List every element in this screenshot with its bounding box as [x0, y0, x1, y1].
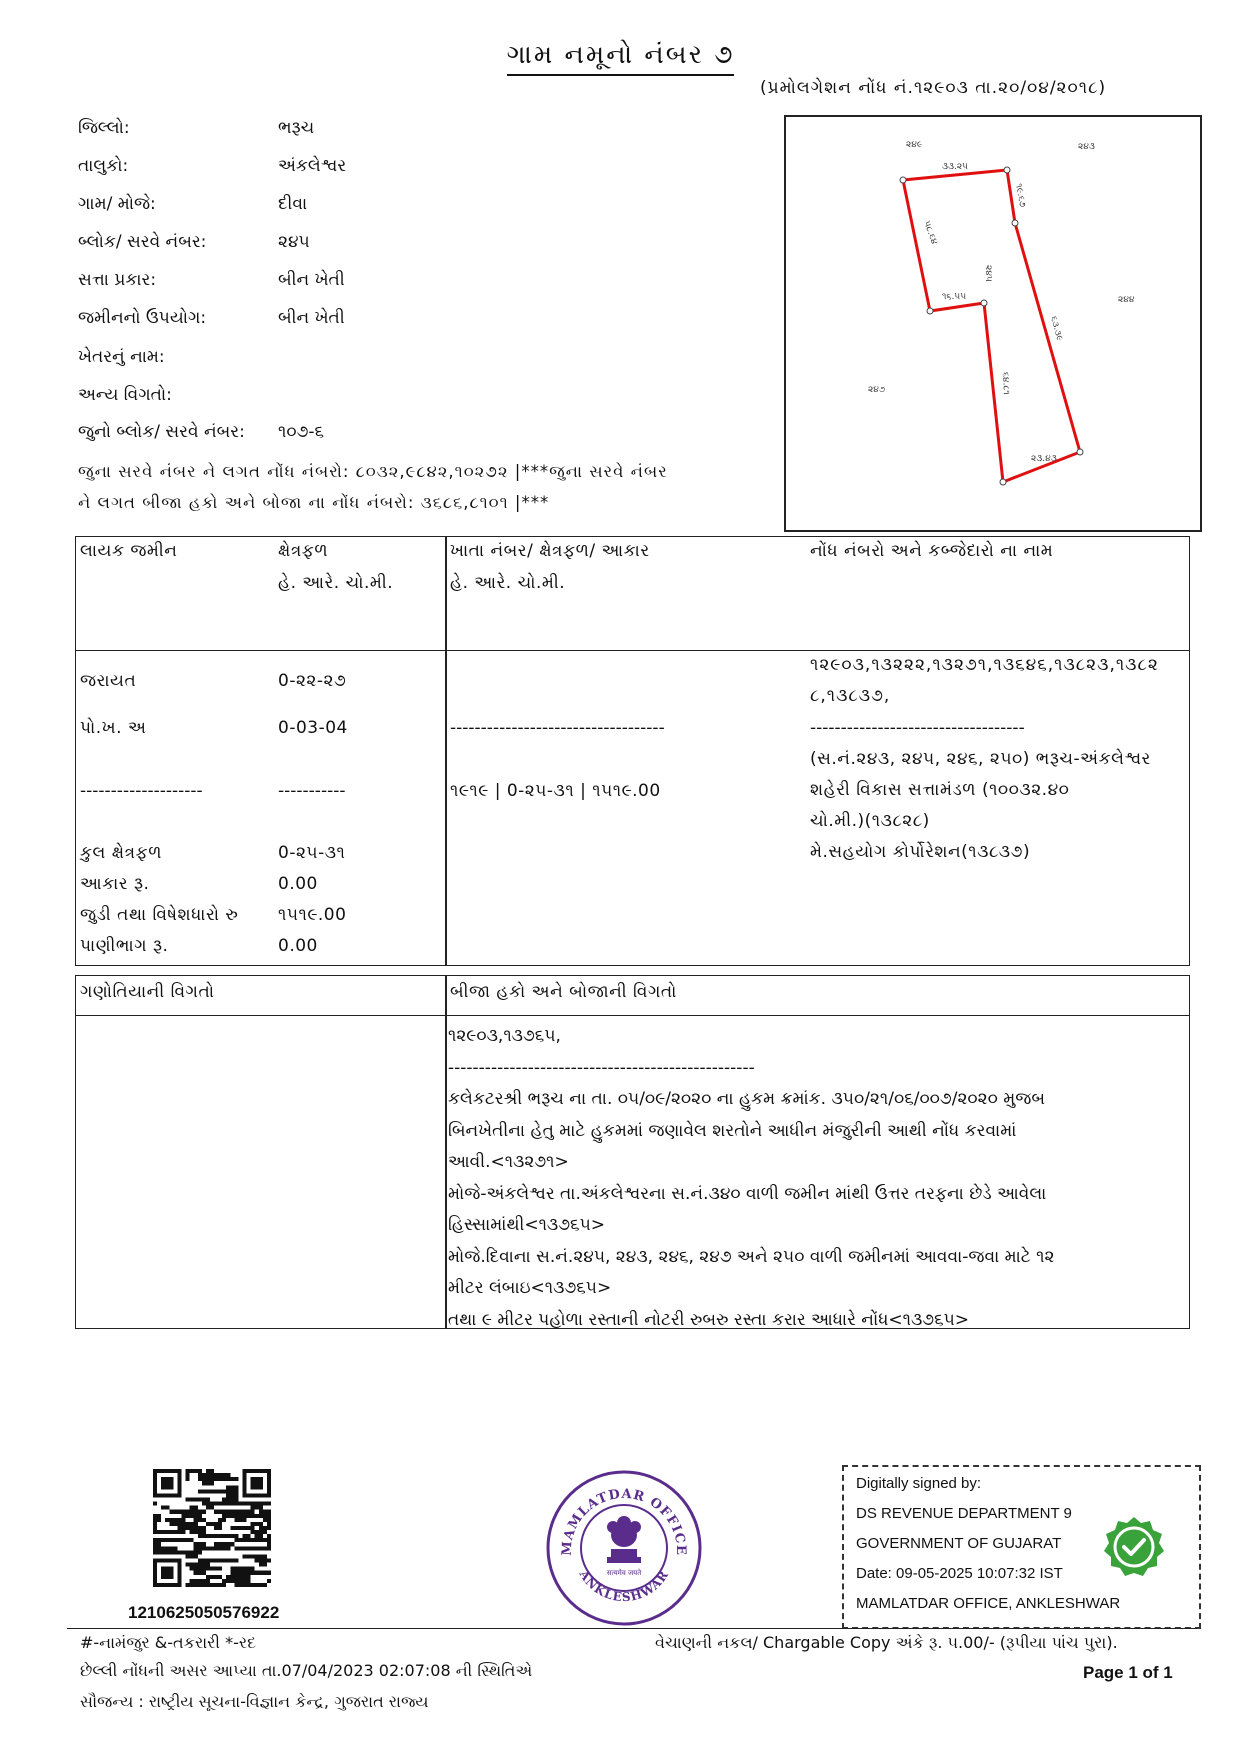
rights-line: ૧૨૯૦૩,૧૩૭૬૫,	[448, 1026, 561, 1046]
separator-dashes: --------------------	[80, 781, 203, 801]
detail-value-taluka: અંકલેશ્વર	[278, 156, 347, 176]
land-row-value: 0-૨૨-૨૭	[278, 671, 347, 691]
signature-line: GOVERNMENT OF GUJARAT	[856, 1535, 1062, 1552]
rights-line: મોજે-અંકલેશ્વર તા.અંકલેશ્વરના સ.નં.૩૪૦ વાળી જમીન માંથી ઉત્તર તરફના છેડે આવેલા	[448, 1183, 1047, 1204]
detail-value-district: ભરૂચ	[278, 118, 315, 138]
map-label-edge-right: ૬૩.૩૯	[1048, 315, 1065, 343]
map-label-edge-top-right: ૧૯.૬૭	[1013, 182, 1028, 209]
rights-line: --------------------------------------------------	[448, 1057, 755, 1078]
total-area-label: કુલ ક્ષેત્રફળ	[80, 843, 162, 863]
qr-code	[153, 1469, 271, 1587]
map-label-edge-inner-vertical: ૬૪.૮૧	[1000, 371, 1011, 395]
old-survey-note-1: જુના સરવે નંબર ને લગત નોંધ નંબરો: ૮૦૩૨,૯૮૪૨,૧૦૨૭૨ |***જુના સરવે નંબર	[78, 462, 668, 481]
detail-label-oldblock: જુનો બ્લોક/ સરવે નંબર:	[78, 422, 245, 442]
seal-svg	[545, 1469, 703, 1627]
rights-table-header-rule	[75, 1015, 1190, 1016]
khata-dashes: -----------------------------------	[450, 718, 665, 738]
signature-line: MAMLATDAR OFFICE, ANKLESHWAR	[856, 1595, 1121, 1612]
survey-map	[784, 115, 1202, 532]
footer-rule	[67, 1628, 1197, 1629]
footer-status: છેલ્લી નોંધની અસર આપ્યા તા.07/04/2023 02:07:08 ની સ્થિતિએ	[80, 1661, 533, 1680]
detail-label-tenure: સત્તા પ્રકાર:	[78, 270, 157, 290]
qr-code-svg	[153, 1469, 271, 1587]
water-cess-label: પાણીભાગ રૂ.	[80, 936, 169, 956]
map-label-edge-inner: ૧૬.૫૫	[942, 292, 967, 302]
detail-label-landuse: જમીનનો ઉપયોગ:	[78, 308, 207, 328]
owner-line: ચો.મી.)(૧૩૮૨૮)	[810, 811, 930, 831]
header-khata-units: હે. આરે. ચો.મી.	[450, 573, 566, 593]
owner-line: (સ.નં.૨૪૩, ૨૪૫, ૨૪૬, ૨૫૦) ભરૂચ-અંકલેશ્વર	[810, 749, 1151, 769]
footer-legend: #-નામંજુર &-તકરારી *-રદ	[80, 1633, 257, 1652]
detail-value-survey: ૨૪૫	[278, 232, 310, 252]
detail-value-oldblock: ૧૦૭-૬	[278, 422, 325, 442]
signature-line: DS REVENUE DEPARTMENT 9	[856, 1505, 1072, 1522]
map-label-243: ૨૪૩	[1078, 142, 1095, 152]
map-label-247: ૨૪૭	[868, 385, 886, 395]
map-label-249: ૨૪૯	[906, 140, 923, 150]
promulgation-note: (પ્રમોલગેશન નોંધ નં.૧૨૯૦૩ તા.૨૦/૦૪/૨૦૧૮)	[760, 78, 1107, 98]
owner-line: શહેરી વિકાસ સત્તામંડળ (૧૦૦૩૨.૪૦	[810, 780, 1070, 800]
header-area-units: હે. આરે. ચો.મી.	[278, 573, 394, 593]
footer-courtesy: સૌજન્ય : રાષ્ટ્રીય સૂચના-વિજ્ઞાન કેન્દ્ર, ગુજરાત રાજ્ય	[80, 1692, 429, 1711]
owner-line: મે.સહયોગ કોર્પોરેશન(૧૩૮૩૭)	[810, 842, 1031, 862]
header-area: ક્ષેત્રફળ	[278, 541, 329, 561]
judi-label: જુડી તથા વિષેશધારો રુ	[80, 905, 239, 925]
rights-line: આવી.<૧૩૨૭૧>	[448, 1152, 569, 1172]
mamlatdar-seal	[545, 1469, 703, 1627]
header-notes-owners: નોંધ નંબરો અને કબ્જેદારો ના નામ	[810, 541, 1054, 561]
map-label-245: ૨૪૫	[983, 265, 993, 282]
seal-bottom-text: ANKLESHWAR	[576, 1567, 672, 1605]
emblem-icon	[607, 1516, 641, 1563]
land-row-value: 0-03-04	[278, 718, 348, 738]
map-label-edge-left: ૫૮.૬૪	[921, 219, 939, 246]
verified-check-icon	[1102, 1515, 1166, 1579]
detail-label-fieldname: ખેતરનું નામ:	[78, 347, 165, 367]
map-label-244: ૨૪૪	[1118, 295, 1135, 305]
detail-label-taluka: તાલુકો:	[78, 156, 129, 176]
page-title	[0, 40, 1241, 71]
rights-table-divider	[445, 975, 447, 1329]
separator-dashes: -----------	[278, 781, 346, 801]
detail-label-other: અન્ય વિગતો:	[78, 385, 172, 405]
seal-motto: सत्यमेव जयते	[606, 1569, 642, 1577]
detail-value-village: દીવા	[278, 194, 308, 214]
header-eligible-land: લાયક જમીન	[80, 541, 178, 561]
rights-line: હિસ્સામાંથી<૧૩૭૬૫>	[448, 1215, 605, 1235]
rights-line: મોજે.દિવાના સ.નં.૨૪૫, ૨૪૩, ૨૪૬, ૨૪૭ અને ૨૫૦ વાળી જમીનમાં આવવા-જવા માટે ૧૨	[448, 1246, 1055, 1267]
qr-number: 1210625050576922	[128, 1603, 280, 1622]
water-cess-value: 0.00	[278, 936, 318, 956]
rights-line: બિનખેતીના હેતુ માટે હુકમમાં જણાવેલ શરતોને આધીન મંજુરીની આથી નોંધ કરવામાં	[448, 1120, 1017, 1141]
detail-label-district: જિલ્લો:	[78, 118, 130, 138]
notes-dashes: -----------------------------------	[810, 718, 1025, 738]
signature-line: Digitally signed by:	[856, 1475, 982, 1492]
survey-map-svg	[786, 117, 1200, 530]
land-row-label: પો.ખ. અ	[80, 718, 147, 738]
detail-value-tenure: બીન ખેતી	[278, 270, 345, 290]
khata-entry: ૧૯૧૯ | 0-૨૫-૩૧ | ૧૫૧૯.00	[450, 781, 661, 801]
map-label-edge-top: ૩૩.૨૫	[942, 162, 969, 172]
detail-label-survey: બ્લોક/ સરવે નંબર:	[78, 232, 207, 252]
map-label-edge-bottom: ૨૩.૪૩	[1031, 454, 1057, 464]
header-rights-details: બીજા હકો અને બોજાની વિગતો	[450, 982, 677, 1002]
note-numbers: ૧૨૯૦૩,૧૩૨૨૨,૧૩૨૭૧,૧૩૬૪૬,૧૩૮૨૩,૧૩૮૨	[810, 655, 1159, 675]
land-table-header-rule	[75, 650, 1190, 651]
assessment-label: આકાર રૂ.	[80, 874, 150, 894]
seal-top-text: MAMLATDAR OFFICE	[559, 1486, 689, 1557]
judi-value: ૧૫૧૯.00	[278, 905, 347, 925]
rights-line: તથા ૯ મીટર પહોળા રસ્તાની નોટરી રુબરુ રસ્તા કરાર આધારે નોંધ<૧૩૭૬૫>	[448, 1309, 970, 1330]
detail-value-landuse: બીન ખેતી	[278, 308, 345, 328]
old-survey-note-2: ને લગત બીજા હકો અને બોજા ના નોંધ નંબરો: ૩૬૮૬,૮૧૦૧ |***	[78, 493, 550, 512]
land-table-divider	[445, 536, 447, 966]
land-row-label: જરાયત	[80, 671, 137, 691]
footer-copy-fee: વેચાણની નકલ/ Chargable Copy અંકે રૂ. ૫.00/- (રૂપીયા પાંચ પુરા).	[655, 1633, 1118, 1652]
rights-line: કલેકટરશ્રી ભરૂચ ના તા. ૦૫/૦૯/૨૦૨૦ ના હુકમ ક્રમાંક. ૩૫૦/૨૧/૦૬/૦૦૭/૨૦૨૦ મુજબ	[448, 1089, 1046, 1109]
assessment-value: 0.00	[278, 874, 318, 894]
page-title-text: ગામ નમૂનો નંબર ૭	[507, 40, 735, 76]
page-number: Page 1 of 1	[1083, 1663, 1173, 1682]
rights-details	[448, 1021, 1188, 1336]
header-tenant-details: ગણોતિયાની વિગતો	[80, 982, 215, 1002]
header-khata: ખાતા નંબર/ ક્ષેત્રફળ/ આકાર	[450, 541, 650, 561]
detail-label-village: ગામ/ મોજે:	[78, 194, 156, 214]
signature-line: Date: 09-05-2025 10:07:32 IST	[856, 1565, 1063, 1582]
note-numbers-cont: ૮,૧૩૮૩૭,	[810, 686, 891, 706]
total-area-value: 0-૨૫-૩૧	[278, 843, 346, 863]
rights-line: મીટર લંબાઇ<૧૩૭૬૫>	[448, 1278, 612, 1298]
digital-signature-box	[842, 1465, 1201, 1629]
